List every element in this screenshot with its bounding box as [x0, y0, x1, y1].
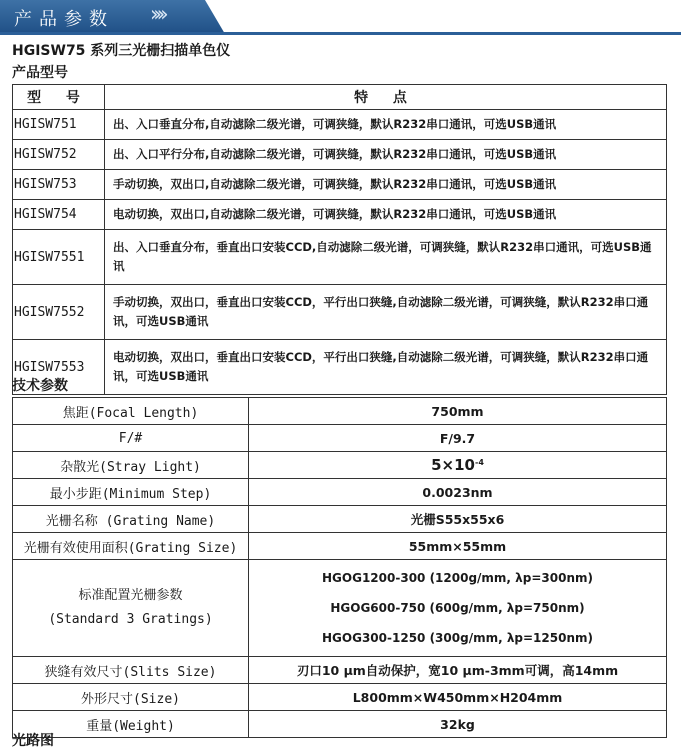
spec-value	[249, 560, 667, 657]
model-cell: HGISW7552	[13, 285, 105, 340]
models-table	[12, 84, 667, 395]
table-header-row	[13, 85, 667, 110]
spec-label: 重量(Weight)	[13, 711, 249, 738]
table-row	[13, 230, 667, 285]
spec-value: 750mm	[249, 398, 667, 425]
spec-value: 刃口10 μm自动保护，宽10 μm-3mm可调，高14mm	[249, 657, 667, 684]
model-cell: HGISW7551	[13, 230, 105, 285]
features-cell: 出、入口平行分布,自动滤除二级光谱，可调狭缝，默认R232串口通讯，可选USB通讯	[105, 140, 667, 170]
spec-label: 最小步距(Minimum Step)	[13, 479, 249, 506]
stray-exponent: -4	[475, 457, 484, 467]
features-cell: 电动切换，双出口，垂直出口安装CCD，平行出口狭缝,自动滤除二级光谱，可调狭缝，默认R232串口通讯，可选USB通讯	[105, 340, 667, 395]
spec-label: 焦距(Focal Length)	[13, 398, 249, 425]
features-cell: 电动切换，双出口,自动滤除二级光谱，可调狭缝，默认R232串口通讯，可选USB通讯	[105, 200, 667, 230]
table-row	[13, 340, 667, 395]
features-cell: 出、入口垂直分布，垂直出口安装CCD,自动滤除二级光谱，可调狭缝，默认R232串口通讯，可选USB通讯	[105, 230, 667, 285]
model-cell: HGISW751	[13, 110, 105, 140]
table-row	[13, 140, 667, 170]
gratings-label-en: (Standard 3 Gratings)	[48, 612, 213, 627]
product-series-title: HGISW75 系列三光栅扫描单色仪	[12, 43, 231, 59]
spec-value: 32kg	[249, 711, 667, 738]
spec-row-grating-size	[13, 533, 667, 560]
spec-row-slits	[13, 657, 667, 684]
features-cell: 手动切换，双出口,自动滤除二级光谱，可调狭缝，默认R232串口通讯，可选USB通讯	[105, 170, 667, 200]
spec-label: 外形尺寸(Size)	[13, 684, 249, 711]
spec-label: 光栅名称 (Grating Name)	[13, 506, 249, 533]
spec-label	[13, 560, 249, 657]
gratings-label-cn: 标准配置光栅参数	[78, 588, 183, 603]
table-row	[13, 285, 667, 340]
spec-row-step	[13, 479, 667, 506]
spec-row-grating-name	[13, 506, 667, 533]
header-features: 特 点	[105, 85, 667, 110]
spec-row-fnum	[13, 425, 667, 452]
spec-value: 0.0023nm	[249, 479, 667, 506]
banner-underline	[0, 32, 681, 35]
spec-row-gratings	[13, 560, 667, 657]
model-cell: HGISW752	[13, 140, 105, 170]
spec-label: 光栅有效使用面积(Grating Size)	[13, 533, 249, 560]
features-cell: 出、入口垂直分布,自动滤除二级光谱，可调狭缝，默认R232串口通讯，可选USB通讯	[105, 110, 667, 140]
grating-item: HGOG600-750 (600g/mm, λp=750nm)	[330, 601, 585, 615]
features-cell: 手动切换，双出口，垂直出口安装CCD，平行出口狭缝,自动滤除二级光谱，可调狭缝，默认R232串口通讯，可选USB通讯	[105, 285, 667, 340]
stray-base: 5×10	[431, 456, 475, 474]
table-row	[13, 200, 667, 230]
spec-value: 55mm×55mm	[249, 533, 667, 560]
spec-label: 杂散光(Stray Light)	[13, 452, 249, 479]
model-cell: HGISW753	[13, 170, 105, 200]
spec-label: F/#	[13, 425, 249, 452]
section-heading-models: 产品型号	[12, 65, 68, 81]
section-heading-specs: 技术参数	[12, 378, 68, 394]
grating-item: HGOG300-1250 (300g/mm, λp=1250nm)	[322, 631, 593, 645]
spec-value	[249, 452, 667, 479]
section-banner	[0, 0, 681, 36]
spec-value: L800mm×W450mm×H204mm	[249, 684, 667, 711]
model-cell: HGISW7553	[13, 340, 105, 395]
banner-title: 产品参数	[14, 9, 114, 30]
chevron-right-icon: ››››	[150, 2, 164, 26]
spec-row-size	[13, 684, 667, 711]
table-row	[13, 170, 667, 200]
spec-value: 光栅S55x55x6	[249, 506, 667, 533]
spec-row-focal	[13, 398, 667, 425]
specs-table	[12, 397, 667, 738]
spec-value: F/9.7	[249, 425, 667, 452]
spec-row-weight	[13, 711, 667, 738]
table-row	[13, 110, 667, 140]
header-model: 型 号	[13, 85, 105, 110]
section-heading-optical-path: 光路图	[12, 733, 54, 749]
grating-item: HGOG1200-300 (1200g/mm, λp=300nm)	[322, 571, 593, 585]
spec-row-stray	[13, 452, 667, 479]
spec-label: 狭缝有效尺寸(Slits Size)	[13, 657, 249, 684]
model-cell: HGISW754	[13, 200, 105, 230]
